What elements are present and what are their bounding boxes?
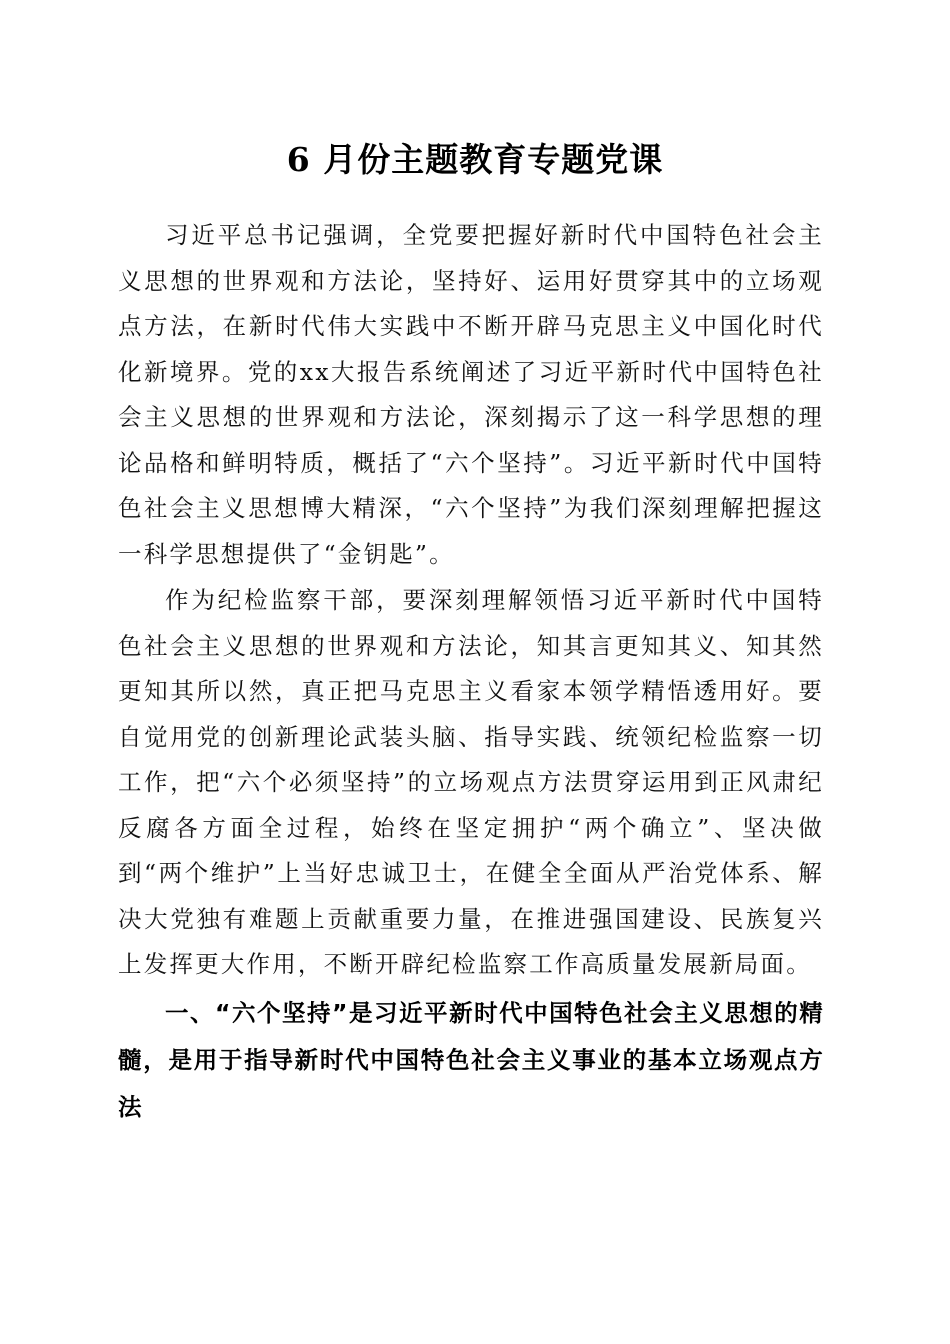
section-heading-1: 一、“六个坚持”是习近平新时代中国特色社会主义思想的精髓，是用于指导新时代中国特色社会主义事业的基本立场观点方法	[118, 999, 824, 1121]
body-paragraph-1: 习近平总书记强调，全党要把握好新时代中国特色社会主义思想的世界观和方法论，坚持好、运用好贯穿其中的立场观点方法，在新时代伟大实践中不断开辟马克思主义中国化时代化新境界。党的xx大报告系统阐述了习近平新时代中国特色社会主义思想的世界观和方法论，深刻揭示了这一科学思想的理论品格和鲜明特质，概括了“六个坚持”。习近平新时代中国特色社会主义思想博大精深，“六个坚持”为我们深刻理解把握这一科学思想提供了“金钥匙”。	[118, 221, 824, 568]
document-title: 6 月份主题教育专题党课	[286, 140, 664, 179]
body-paragraph-2: 作为纪检监察干部，要深刻理解领悟习近平新时代中国特色社会主义思想的世界观和方法论，知其言更知其义、知其然更知其所以然，真正把马克思主义看家本领学精悟透用好。要自觉用党的创新理论武装头脑、指导实践、统领纪检监察一切工作，把“六个必须坚持”的立场观点方法贯穿运用到正风肃纪反腐各方面全过程，始终在坚定拥护“两个确立”、坚决做到“两个维护”上当好忠诚卫士，在健全全面从严治党体系、解决大党独有难题上贡献重要力量，在推进强国建设、民族复兴上发挥更大作用，不断开辟纪检监察工作高质量发展新局面。	[118, 586, 824, 978]
